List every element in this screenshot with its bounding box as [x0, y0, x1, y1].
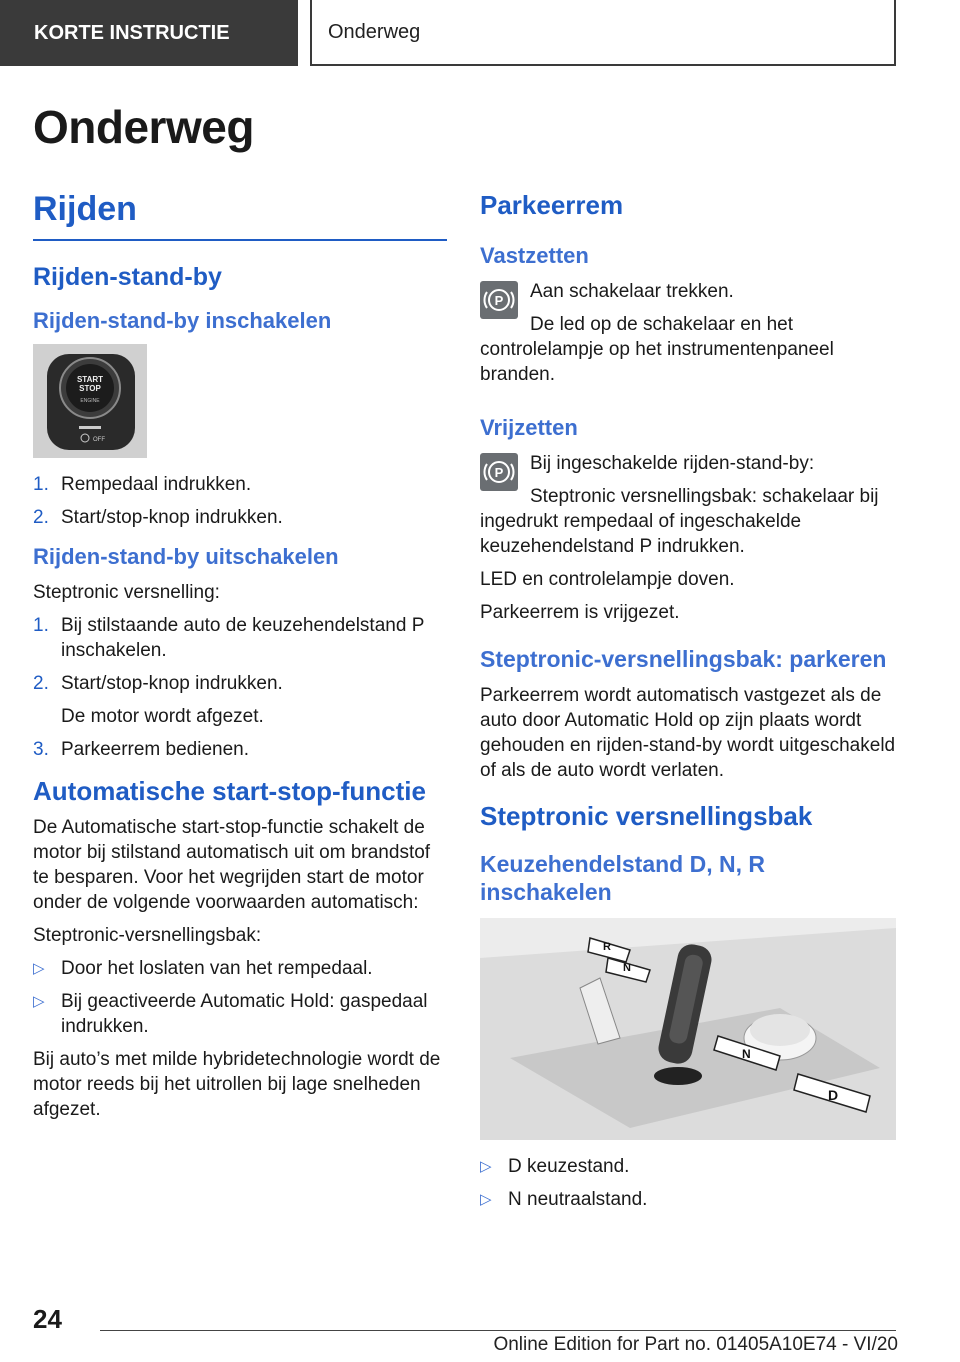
heading-vastzetten: Vastzetten — [480, 243, 589, 268]
step-text: Start/stop-knop indrukken. — [61, 507, 283, 528]
off-intro: Steptronic versnelling: — [33, 582, 220, 603]
edition-text: Online Edition for Part no. 01405A10E74 - VI/20 — [493, 1334, 898, 1355]
button-start-text: START — [76, 375, 104, 384]
set-paragraph-1: Aan schakelaar trekken. — [530, 281, 734, 302]
button-engine-text: ENGINE — [80, 398, 100, 404]
page-title: Onderweg — [33, 101, 254, 153]
heading-parkeerrem: Parkeerrem — [480, 190, 624, 220]
release-paragraph-4: Parkeerrem is vrijgezet. — [480, 602, 680, 623]
heading-stand-by-on: Rijden-stand-by inschakelen — [33, 308, 332, 333]
auto-paragraph-1: De Automatische start-stop-functie schakelt de motor bij stilstand automatisch uit om brandstof te besparen. Voor het wegrijden start de motor onder de volgende voorwaarden automatisch: — [33, 817, 431, 913]
list-item — [480, 1154, 896, 1179]
heading-steptronic-gearbox: Steptronic versnellingsbak — [480, 801, 813, 831]
parking-brake-icon — [480, 453, 518, 491]
list-item — [33, 472, 447, 497]
step-text: Parkeerrem bedienen. — [61, 739, 249, 760]
step-text: Rempedaal indrukken. — [61, 474, 252, 495]
parking-brake-release-block — [480, 451, 896, 567]
step-text: Bij stilstaande auto de keuzehendelstand P inschakelen. — [61, 615, 425, 661]
steps-off-list — [33, 613, 447, 762]
section-tab[interactable]: KORTE INSTRUCTIE — [0, 0, 298, 66]
parking-brake-icon — [480, 281, 518, 319]
heading-rijden: Rijden — [33, 190, 447, 241]
triangle-bullet-icon: ▷ — [480, 1158, 492, 1175]
bullet-text: N neutraalstand. — [508, 1189, 648, 1210]
auto-paragraph-2: Steptronic-versnellingsbak: — [33, 925, 262, 946]
shifter-r-label: R — [603, 941, 611, 953]
svg-text:P: P — [494, 293, 504, 308]
page-footer — [0, 1300, 960, 1362]
parking-brake-set-block — [480, 279, 896, 395]
step-number: 2. — [33, 507, 49, 528]
bullet-text: D keuzestand. — [508, 1156, 630, 1177]
heading-vrijzetten: Vrijzetten — [480, 415, 578, 440]
list-item — [33, 989, 447, 1039]
triangle-bullet-icon: ▷ — [33, 993, 45, 1010]
step-number: 1. — [33, 615, 49, 636]
shifter-d-label: D — [828, 1087, 839, 1103]
heading-stand-by-off: Rijden-stand-by uitschakelen — [33, 544, 339, 569]
start-stop-button-photo — [33, 344, 147, 458]
steps-on-list — [33, 472, 447, 530]
page-number: 24 — [33, 1304, 62, 1334]
shifter-n-top-label: N — [623, 962, 631, 974]
section-title: Onderweg — [310, 0, 896, 66]
step-subtext: De motor wordt afgezet. — [61, 706, 264, 727]
right-column — [480, 190, 896, 1220]
step-number: 3. — [33, 739, 49, 760]
heading-rijden-stand-by: Rijden-stand-by — [33, 263, 222, 291]
release-paragraph-2: Steptronic versnellingsbak: schakelaar bij ingedrukt rempedaal of ingeschakelde keuzehendelstand P indrukken. — [480, 486, 879, 557]
release-paragraph-1: Bij ingeschakelde rijden-stand-by: — [530, 453, 815, 474]
triangle-bullet-icon: ▷ — [33, 960, 45, 977]
release-paragraph-3: LED en controlelampje doven. — [480, 569, 735, 590]
step-text: Start/stop-knop indrukken. — [61, 673, 283, 694]
bullet-text: Bij geactiveerde Automatic Hold: gaspedaal indrukken. — [61, 991, 428, 1037]
set-paragraph-2: De led op de schakelaar en het controlelampje op het instrumentenpaneel branden. — [480, 314, 834, 385]
triangle-bullet-icon: ▷ — [480, 1191, 492, 1208]
heading-steptronic-park: Steptronic-versnellingsbak: parkeren — [480, 646, 887, 672]
step-number: 2. — [33, 673, 49, 694]
select-positions-list — [480, 1154, 896, 1212]
auto-conditions-list — [33, 956, 447, 1039]
gear-selector-illustration — [480, 918, 896, 1140]
left-column — [33, 190, 447, 1130]
list-item — [33, 613, 447, 663]
svg-text:P: P — [494, 465, 504, 480]
footer-divider — [100, 1330, 896, 1331]
park-paragraph: Parkeerrem wordt automatisch vastgezet als de auto door Automatic Hold op zijn plaats wordt gehouden en rijden-stand-by wordt uitgeschakeld of als de auto wordt verlaten. — [480, 685, 896, 781]
bullet-text: Door het loslaten van het rempedaal. — [61, 958, 373, 979]
button-stop-text: STOP — [79, 384, 101, 393]
shifter-n-bottom-label: N — [742, 1047, 751, 1061]
heading-select-dnr: Keuzehendelstand D, N, R inschakelen — [480, 851, 765, 905]
step-number: 1. — [33, 474, 49, 495]
heading-auto-start-stop: Automatische start-stop-functie — [33, 776, 426, 806]
page-header — [0, 0, 960, 66]
list-item — [480, 1187, 896, 1212]
list-item — [33, 956, 447, 981]
list-item — [33, 505, 447, 530]
button-off-text: OFF — [93, 437, 105, 443]
list-item — [33, 737, 447, 762]
auto-paragraph-3: Bij auto’s met milde hybridetechnologie wordt de motor reeds bij het uitrollen bij lage snelheden afgezet. — [33, 1049, 441, 1120]
list-item — [33, 671, 447, 729]
